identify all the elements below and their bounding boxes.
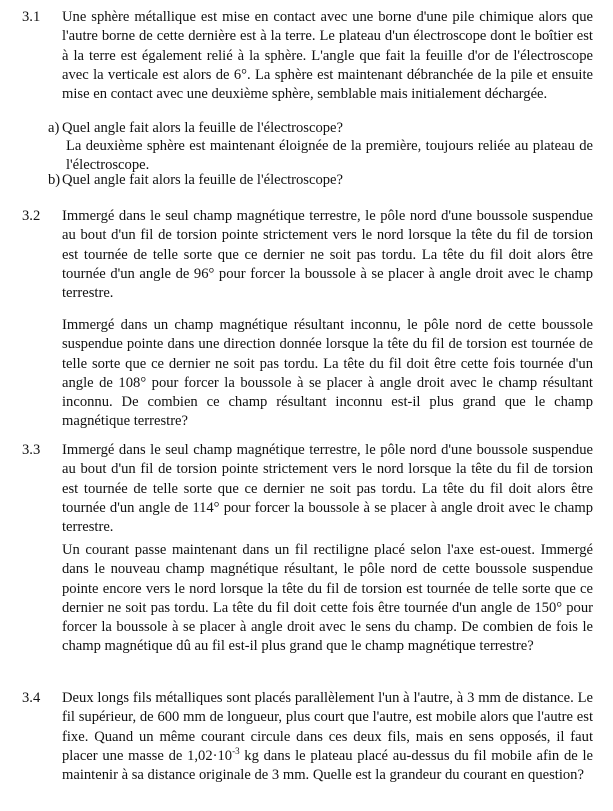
problem-number: 3.1 xyxy=(22,9,41,25)
exponent: -3 xyxy=(232,745,240,756)
problem-text xyxy=(62,689,593,785)
problem-text-after: kg dans le plateau placé au-dessus du fil mobile afin de le maintenir à sa distance originale de 3 mm. Quelle est la grandeur du courant en question? xyxy=(62,747,593,784)
problem-number: 3.3 xyxy=(22,442,41,458)
problem-text: La deuxième sphère est maintenant éloignée de la première, toujours reliée au plateau de l'électroscope. xyxy=(66,138,593,174)
problem-number: 3.4 xyxy=(22,690,41,706)
question-label: a) xyxy=(48,120,60,136)
problem-text: Une sphère métallique est mise en contact avec une borne d'une pile chimique alors que l'autre borne de cette dernière est à la terre. Le plateau d'un électroscope dont le boîtier est à la terre est également relié à la sphère. L'angle que fait la feuille d'or de l'électroscope avec la verticale est alors de 6°. La sphère est maintenant débranchée de la pile et ensuite mise en contact avec une deuxième sphère, semblable mais initialement déchargée. xyxy=(62,9,593,103)
problem-number: 3.2 xyxy=(22,208,41,224)
problem-text: Immergé dans un champ magnétique résultant inconnu, le pôle nord de cette boussole suspendue pointe dans une direction donnée lorsque la tête du fil de torsion est tournée de telle sorte que ce dernier ne soit pas tordu. La tête du fil doit être cette fois tournée d'un angle de 108° pour forcer la boussole à se placer à angle droit avec le champ résultant inconnu. De combien ce champ résultant inconnu est-il plus grand que le champ magnétique terrestre? xyxy=(62,317,593,430)
problem-text: Un courant passe maintenant dans un fil rectiligne placé selon l'axe est-ouest. Immergé dans le nouveau champ magnétique résultant, le pôle nord de cette boussole suspendue pointe encore vers le nord lorsque la tête du fil de torsion est tournée de telle sorte que ce dernier ne soit pas tordu. La tête du fil doit cette fois être tournée d'un angle de 150° pour forcer la boussole à se placer à angle droit avec le sens du champ. De combien de fois le champ magnétique dû au fil est-il plus grand que le champ magnétique terrestre? xyxy=(62,542,593,655)
question-text: Quel angle fait alors la feuille de l'électroscope? xyxy=(62,172,343,188)
problem-text: Immergé dans le seul champ magnétique terrestre, le pôle nord d'une boussole suspendue au bout d'un fil de torsion pointe strictement vers le nord lorsque la tête du fil de torsion est tournée de telle sorte que ce dernier ne soit pas tordu. La tête du fil doit alors être tournée d'un angle de 114° pour forcer la boussole à se placer à angle droit avec le champ terrestre. xyxy=(62,442,593,536)
problem-text-before: Deux longs fils métalliques sont placés parallèlement l'un à l'autre, à 3 mm de distance. Le fil supérieur, de 600 mm de longueur, plus court que l'autre, est mobile alors que l'autre est fixe. Quand un même courant circule dans ces deux fils, mais en sens opposés, il faut placer une masse de 1,02·10 xyxy=(62,690,593,764)
question-text: Quel angle fait alors la feuille de l'électroscope? xyxy=(62,120,343,136)
question-label: b) xyxy=(48,172,61,188)
problem-text: Immergé dans le seul champ magnétique terrestre, le pôle nord d'une boussole suspendue au bout d'un fil de torsion pointe strictement vers le nord lorsque la tête du fil de torsion est tournée de telle sorte que ce dernier ne soit pas tordu. La tête du fil doit alors être tournée d'un angle de 96° pour forcer la boussole à se placer à angle droit avec le champ terrestre. xyxy=(62,208,593,302)
